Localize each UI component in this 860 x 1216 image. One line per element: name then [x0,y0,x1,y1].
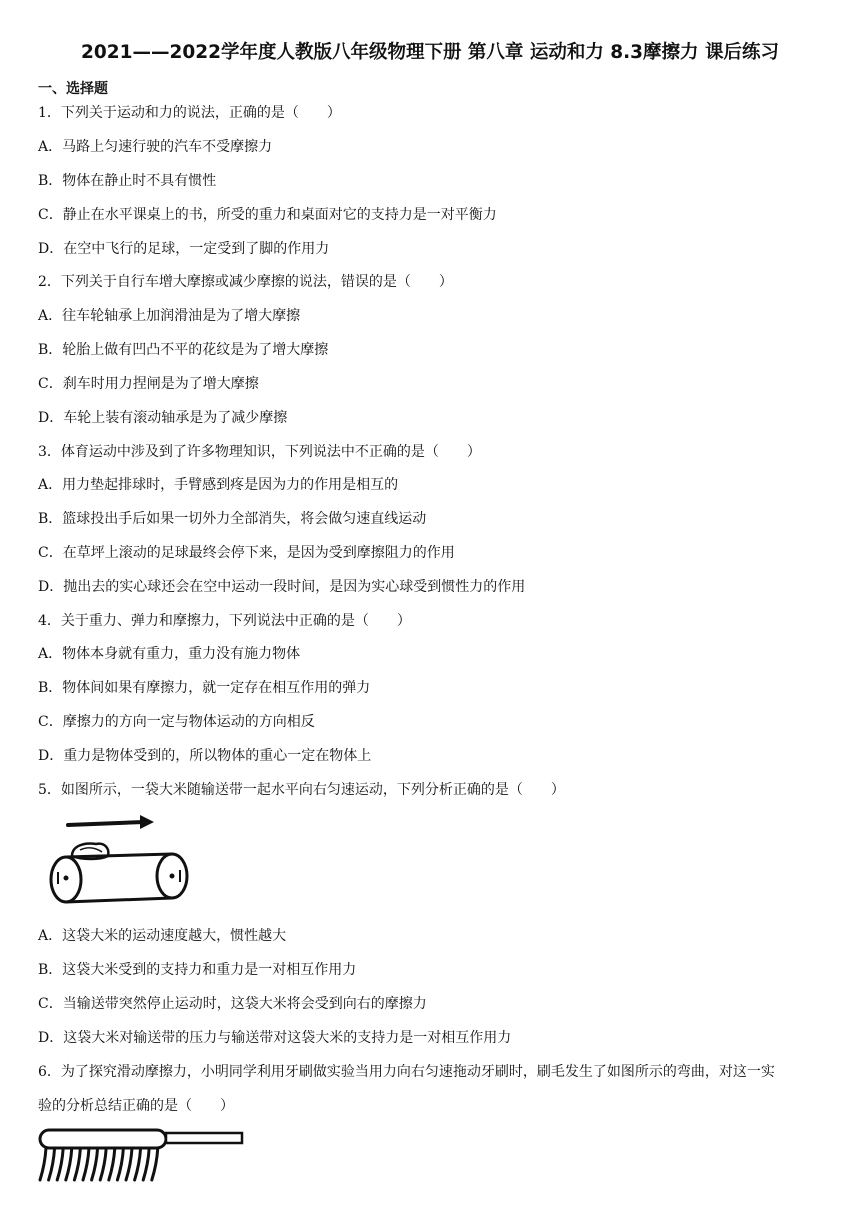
question-1-option-a: A．马路上匀速行驶的汽车不受摩擦力 [38,139,273,155]
bristle [100,1148,106,1180]
question-5-option-b: B．这袋大米受到的支持力和重力是一对相互作用力 [38,962,357,978]
question-2-option-c: C．刹车时用力捏闸是为了增大摩擦 [38,376,259,392]
bristle [57,1148,63,1180]
question-4-option-c: C．摩擦力的方向一定与物体运动的方向相反 [38,714,315,730]
question-3-option-c: C．在草坪上滚动的足球最终会停下来，是因为受到摩擦阻力的作用 [38,545,455,561]
question-1-option-b: B．物体在静止时不具有惯性 [38,173,217,189]
conveyor-belt-figure [44,810,194,910]
bristle [74,1148,80,1180]
bristle [66,1148,72,1180]
bristle [49,1148,55,1180]
bristle [143,1148,149,1180]
bristle [126,1148,132,1180]
conveyor-roller-icon [51,854,187,902]
toothbrush-icon [40,1130,242,1180]
section-heading: 一、选择题 [38,81,108,97]
question-5-option-a: A．这袋大米的运动速度越大，惯性越大 [38,928,287,944]
question-2-option-b: B．轮胎上做有凹凸不平的花纹是为了增大摩擦 [38,342,329,358]
question-1-stem: 1．下列关于运动和力的说法，正确的是（ ） [38,105,341,121]
toothbrush-figure [38,1126,248,1186]
question-2-option-d: D．车轮上装有滚动轴承是为了减少摩擦 [38,410,288,426]
question-5-stem: 5．如图所示，一袋大米随输送带一起水平向右匀速运动，下列分析正确的是（ ） [38,782,565,798]
right-arrow-icon [68,815,154,829]
question-4-option-a: A．物体本身就有重力，重力没有施力物体 [38,646,301,662]
question-3-option-b: B．篮球投出手后如果一切外力全部消失，将会做匀速直线运动 [38,511,427,527]
bristle [40,1148,46,1180]
question-1-option-d: D．在空中飞行的足球，一定受到了脚的作用力 [38,241,330,257]
bristle [109,1148,115,1180]
bristle [92,1148,98,1180]
question-2-stem: 2．下列关于自行车增大摩擦或减少摩擦的说法，错误的是（ ） [38,274,453,290]
bristle [83,1148,89,1180]
question-3-option-d: D．抛出去的实心球还会在空中运动一段时间，是因为实心球受到惯性力的作用 [38,579,526,595]
question-3-stem: 3．体育运动中涉及到了许多物理知识，下列说法中不正确的是（ ） [38,444,481,460]
question-6-stem-line-2: 验的分析总结正确的是（ ） [38,1098,234,1114]
page-title: 2021——2022学年度人教版八年级物理下册 第八章 运动和力 8.3摩擦力 课后练习 [80,42,780,63]
bristle [117,1148,123,1180]
question-1-option-c: C．静止在水平课桌上的书，所受的重力和桌面对它的支持力是一对平衡力 [38,207,497,223]
question-4-option-b: B．物体间如果有摩擦力，就一定存在相互作用的弹力 [38,680,371,696]
question-4-option-d: D．重力是物体受到的，所以物体的重心一定在物体上 [38,748,372,764]
question-5-option-c: C．当输送带突然停止运动时，这袋大米将会受到向右的摩擦力 [38,996,427,1012]
question-6-stem-line-1: 6．为了探究滑动摩擦力，小明同学利用牙刷做实验当用力向右匀速拖动牙刷时，刷毛发生了如图所示的弯曲，对这一实 [38,1064,775,1080]
question-4-stem: 4．关于重力、弹力和摩擦力，下列说法中正确的是（ ） [38,613,411,629]
bristle [152,1148,158,1180]
question-2-option-a: A．往车轮轴承上加润滑油是为了增大摩擦 [38,308,301,324]
question-3-option-a: A．用力垫起排球时，手臂感到疼是因为力的作用是相互的 [38,477,399,493]
bristle [135,1148,141,1180]
question-5-option-d: D．这袋大米对输送带的压力与输送带对这袋大米的支持力是一对相互作用力 [38,1030,512,1046]
